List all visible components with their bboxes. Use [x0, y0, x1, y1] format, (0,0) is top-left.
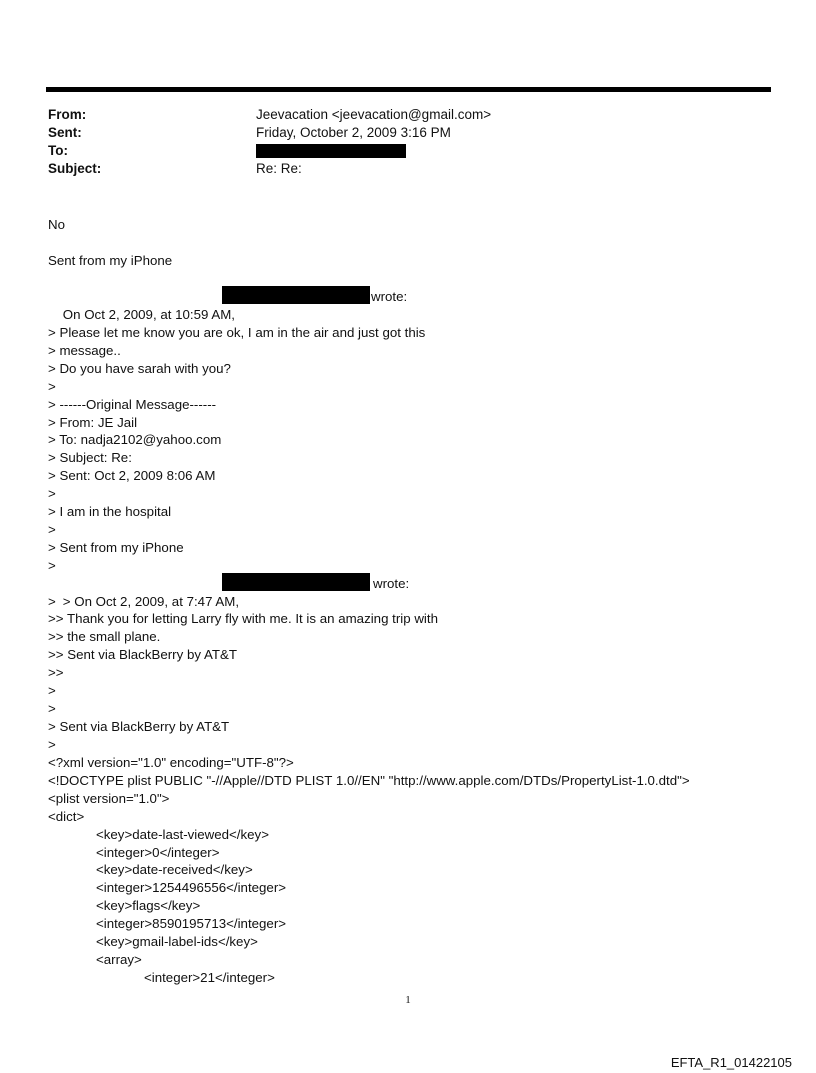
xml-line: <integer>21</integer>	[144, 969, 275, 985]
quoted2-line: >	[48, 700, 56, 716]
quoted-line: > Sent from my iPhone	[48, 539, 184, 555]
quoted-line: > Please let me know you are ok, I am in the air and just got this	[48, 325, 426, 340]
subject-label: Subject:	[48, 161, 102, 176]
quoted-line: > ------Original Message------	[48, 396, 217, 412]
xml-line: <key>flags</key>	[96, 898, 201, 914]
xml-line: <!DOCTYPE plist PUBLIC "-//Apple//DTD PLIST 1.0//EN" "http://www.apple.com/DTDs/PropertyList-1.0.dtd">	[48, 772, 690, 788]
quoted2-line: >> Thank you for letting Larry fly with me. It is an amazing trip with	[48, 611, 438, 627]
quoted-line: >	[48, 521, 56, 537]
quoted2-line: > Sent via BlackBerry by AT&T	[48, 718, 230, 734]
quoted2-line: >	[48, 593, 56, 609]
from-value: Jeevacation <jeevacation@gmail.com>	[256, 107, 492, 122]
page-number: 1	[405, 994, 411, 1006]
subject-value: Re: Re:	[256, 161, 302, 176]
quoted-line: >	[48, 378, 56, 394]
wrote-suffix-2: wrote:	[373, 576, 410, 591]
wrote-prefix-2: > On Oct 2, 2009, at 7:47 AM,	[62, 594, 240, 609]
xml-line: <?xml version="1.0" encoding="UTF-8"?>	[48, 755, 294, 770]
quoted-line: > message..	[48, 342, 121, 358]
redaction-to	[256, 144, 406, 158]
quoted-line: >	[48, 486, 56, 502]
xml-line: <array>	[96, 951, 142, 967]
xml-line: <integer>8590195713</integer>	[96, 916, 287, 932]
xml-line: <integer>0</integer>	[96, 844, 220, 860]
xml-line: <key>date-last-viewed</key>	[96, 826, 269, 842]
wrote-suffix-1: wrote:	[371, 289, 408, 304]
sent-label: Sent:	[48, 125, 82, 140]
quoted2-line: >	[48, 683, 56, 698]
quoted-line: > I am in the hospital	[48, 504, 172, 519]
quoted-line: > To: nadja2102@yahoo.com	[48, 432, 222, 448]
quoted2-line: >> the small plane.	[48, 629, 161, 645]
xml-line: <dict>	[48, 808, 85, 824]
from-label: From:	[48, 107, 87, 122]
quoted2-line: >> Sent via BlackBerry by AT&T	[48, 647, 237, 663]
quoted-line: > Do you have sarah with you?	[48, 360, 231, 376]
header-rule	[46, 87, 771, 92]
quoted-line: > Sent: Oct 2, 2009 8:06 AM	[48, 468, 216, 484]
wrote-prefix-1: On Oct 2, 2009, at 10:59 AM,	[62, 307, 236, 322]
redaction-sender-1	[222, 286, 370, 304]
xml-line: <key>gmail-label-ids</key>	[96, 934, 258, 949]
quoted2-line: >	[48, 736, 56, 752]
xml-line: <plist version="1.0">	[48, 790, 170, 806]
signature-text: Sent from my iPhone	[48, 253, 173, 268]
quoted2-line: >>	[48, 665, 64, 681]
reply-text: No	[48, 217, 65, 232]
quoted-line: > From: JE Jail	[48, 414, 138, 430]
xml-line: <key>date-received</key>	[96, 862, 253, 878]
quoted-line: > Subject: Re:	[48, 450, 132, 466]
bates-number: EFTA_R1_01422105	[670, 1055, 792, 1070]
xml-line: <integer>1254496556</integer>	[96, 880, 287, 896]
to-label: To:	[48, 143, 68, 158]
sent-value: Friday, October 2, 2009 3:16 PM	[256, 125, 451, 140]
redaction-sender-2	[222, 573, 370, 591]
quoted-line: >	[48, 557, 56, 573]
